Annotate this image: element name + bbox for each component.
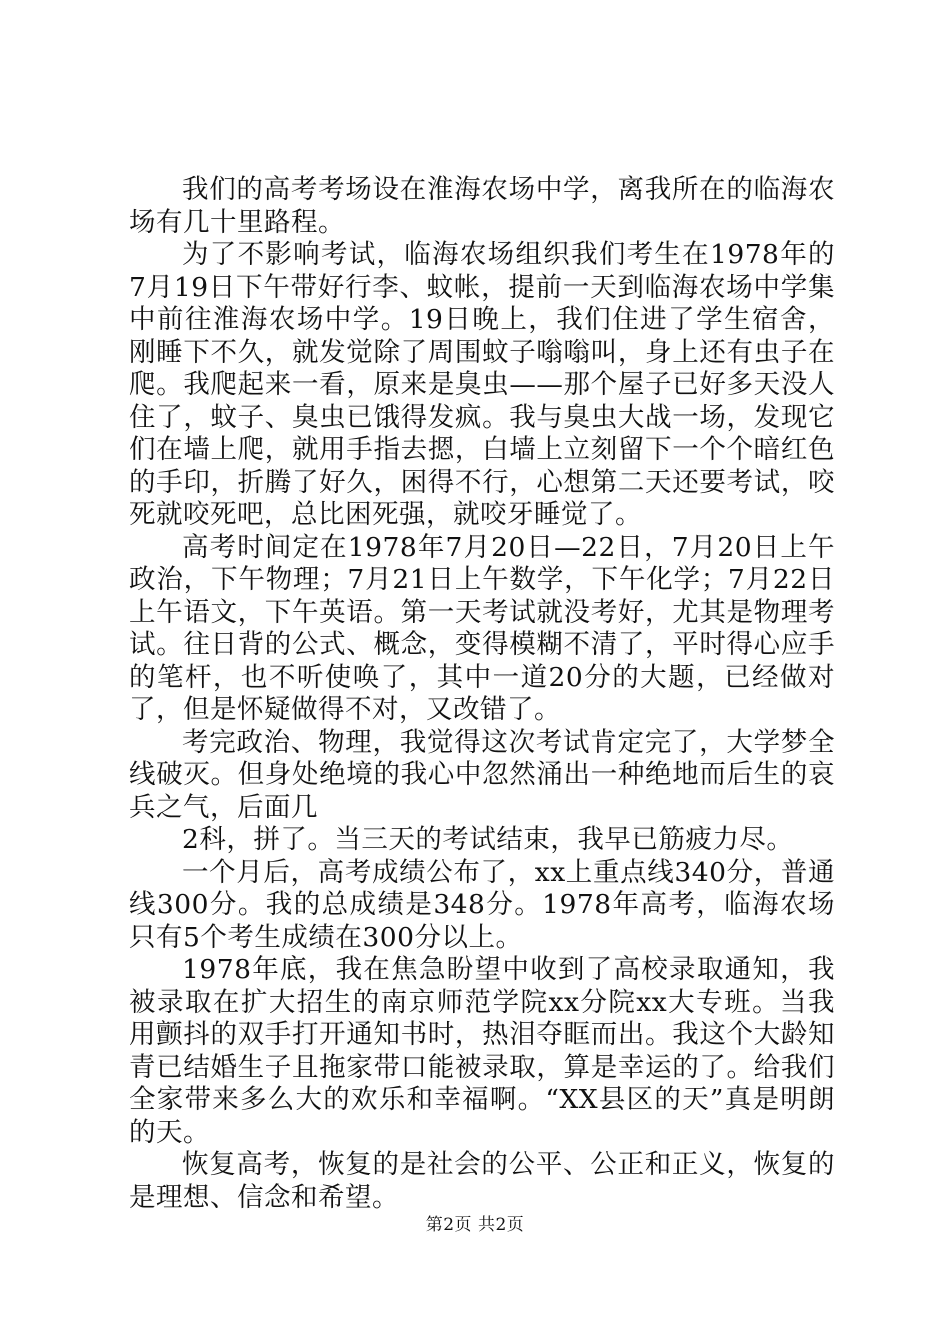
paragraph-conclusion: 恢复高考，恢复的是社会的公平、公正和正义，恢复的是理想、信念和希望。 [129,1149,835,1213]
paragraph-admission-notice: 1978年底，我在焦急盼望中收到了高校录取通知，我被录取在扩大招生的南京师范学院xx分院xx大专班。当我用颤抖的双手打开通知书时，热泪夺眶而出。我这个大龄知青已结婚生子且拖家带口能被录取，算是幸运的了。给我们全家带来多么大的欢乐和幸福啊。“XX县区的天”真是明朗的天。 [129,954,835,1148]
paragraph-exam-schedule: 高考时间定在1978年7月20日—22日，7月20日上午政治，下午物理；7月21日上午数学，下午化学；7月22日上午语文，下午英语。第一天考试就没考好，尤其是物理考试。往日背的公式、概念，变得模糊不清了，平时得心应手的笔杆，也不听使唤了，其中一道20分的大题，已经做对了，但是怀疑做得不对，又改错了。 [129,531,835,725]
paragraph-exam-results: 一个月后，高考成绩公布了，xx上重点线340分，普通线300分。我的总成绩是348分。1978年高考，临海农场只有5个考生成绩在300分以上。 [129,856,835,953]
page-footer: 第2页 共2页 [425,1215,525,1235]
paragraph-night-before-exam: 为了不影响考试，临海农场组织我们考生在1978年的7月19日下午带好行李、蚊帐，提前一天到临海农场中学集中前往淮海农场中学。19日晚上，我们住进了学生宿舍，刚睡下不久，就发觉除了周围蚊子嗡嗡叫，身上还有虫子在爬。我爬起来一看，原来是臭虫——那个屋子已好多天没人住了，蚊子、臭虫已饿得发疯。我与臭虫大战一场，发现它们在墙上爬，就用手指去摁，白墙上立刻留下一个个暗红色的手印，折腾了好久，困得不行，心想第二天还要考试，咬死就咬死吧，总比困死强，就咬牙睡觉了。 [129,239,835,530]
paragraph-exam-venue: 我们的高考考场设在淮海农场中学，离我所在的临海农场有几十里路程。 [129,174,835,238]
document-body [129,174,835,1214]
paragraph-despair: 考完政治、物理，我觉得这次考试肯定完了，大学梦全线破灭。但身处绝境的我心中忽然涌出一种绝地而后生的哀兵之气，后面几 [129,726,835,823]
paragraph-last-subjects: 2科，拼了。当三天的考试结束，我早已筋疲力尽。 [182,824,794,855]
